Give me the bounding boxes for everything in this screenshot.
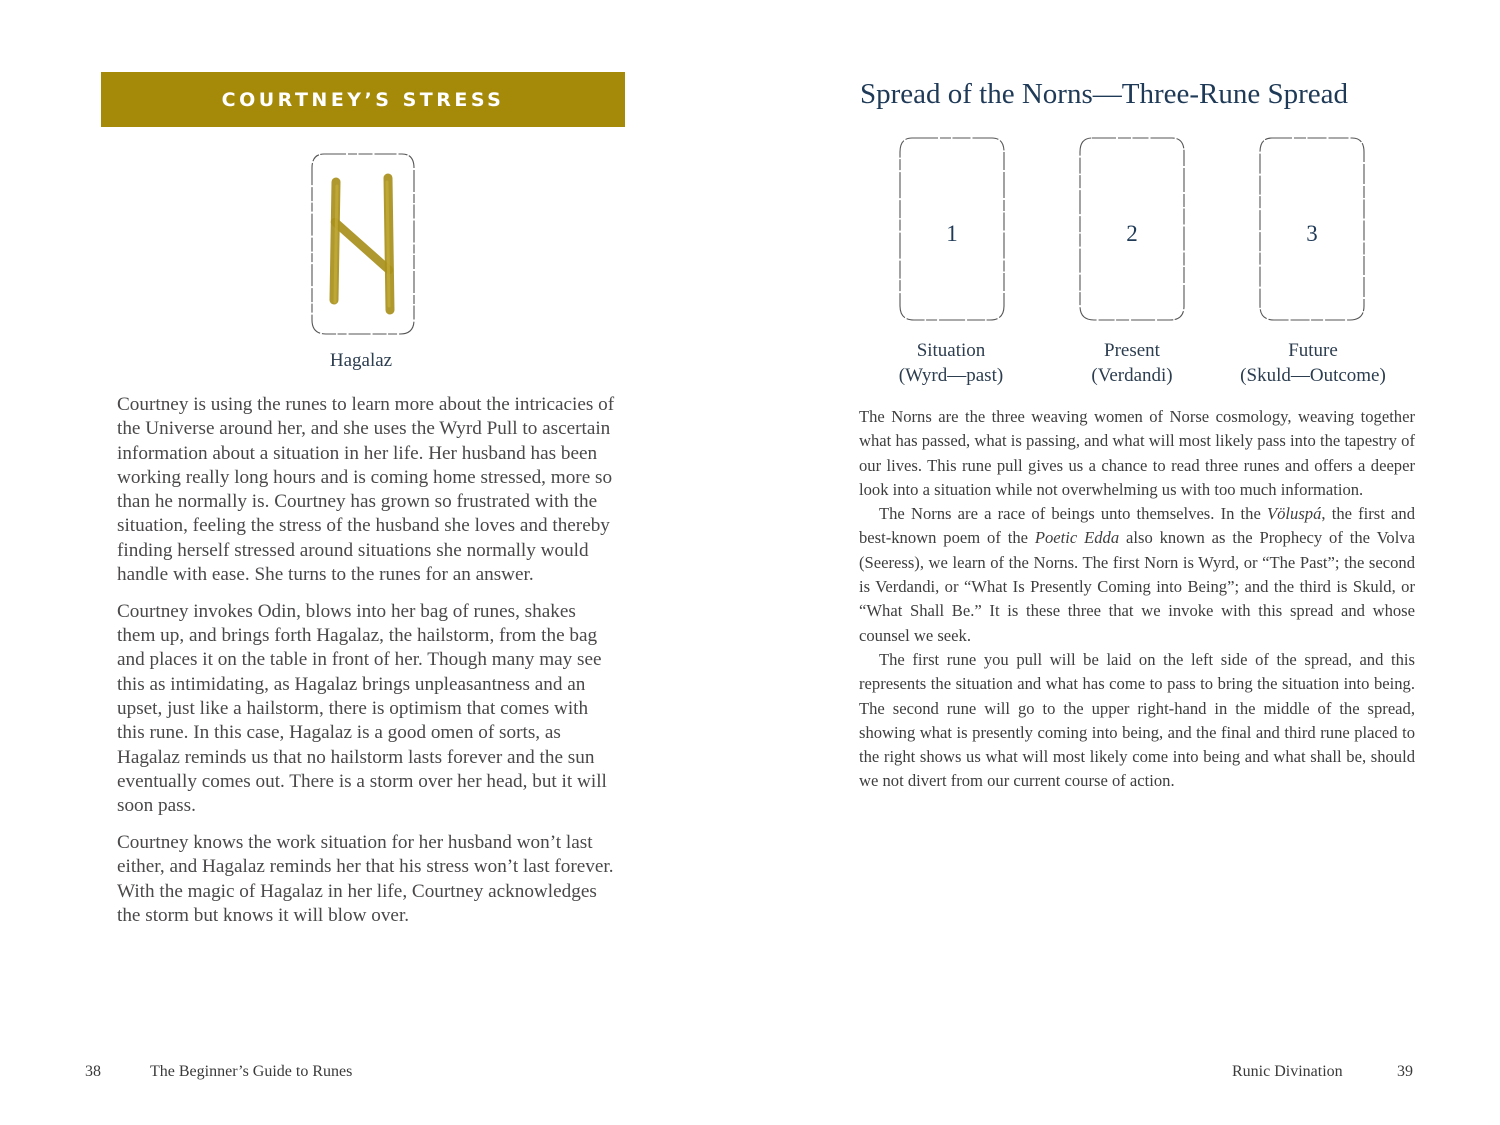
paragraph: The Norns are a race of beings unto themselves. In the Völuspá, the first and best-known poem of the Poetic Edda also known as the Prophecy of the Volva (Seeress), we learn of the Norns. The first Norn is Wyrd, or “The Past”; the second is Verdandi, or “What Is Presently Coming into Being”; and the third is Skuld, or “What Shall Be.” It is these three that we invoke with this spread and whose counsel we seek. xyxy=(859,504,1415,645)
card-label-1 xyxy=(851,338,1051,388)
page-number-right: 39 xyxy=(1397,1063,1413,1080)
running-head-left: The Beginner’s Guide to Runes xyxy=(150,1063,353,1080)
spread-card-1 xyxy=(898,136,1006,322)
emphasis: Poetic Edda xyxy=(1034,528,1120,548)
paragraph: Courtney invokes Odin, blows into her bag of runes, shakes them up, and brings forth Hagalaz, the hailstorm, from the bag and places it on the table in front of her. Though many may see this as intimidating, as Hagalaz brings unpleasantness and an upset, just like a hailstorm, there is optimism that comes with this rune. In this case, Hagalaz is a good omen of sorts, as Hagalaz reminds us that no hailstorm lasts forever and the sun eventually comes out. There is a storm over her head, but it will soon pass. xyxy=(117,600,607,817)
card-label-line: (Verdandi) xyxy=(1091,365,1173,386)
paragraph: The Norns are the three weaving women of Norse cosmology, weaving together what has passed, what is passing, and what will most likely pass into the tapestry of our lives. This rune pull gives us a chance to read three runes and offers a deeper look into a situation while not overwhelming us with too much information. xyxy=(859,407,1415,499)
left-body-text xyxy=(117,393,617,941)
paragraph: Courtney knows the work situation for her husband won’t last either, and Hagalaz reminds her that his stress won’t last forever. With the magic of Hagalaz in her life, Courtney acknowledges the storm but knows it will blow over. xyxy=(117,832,614,926)
right-page xyxy=(750,0,1500,1125)
card-label-3 xyxy=(1213,338,1413,388)
page-title: Spread of the Norns—Three-Rune Spread xyxy=(860,78,1349,110)
paragraph: Courtney is using the runes to learn more about the intricacies of the Universe around her, and she uses the Wyrd Pull to ascertain information about a situation in her life. Her husband has been working really long hours and is coming home stressed, more so than he normally is. Courtney has grown so frustrated with the situation, feeling the stress of the husband she loves and thereby finding herself stressed around situations she normally would handle with ease. She turns to the runes for an answer. xyxy=(117,394,615,586)
hagalaz-rune-icon xyxy=(310,152,416,336)
emphasis: Völuspá xyxy=(1267,504,1322,524)
card-number: 2 xyxy=(1126,221,1138,246)
section-banner xyxy=(101,72,625,127)
paragraph: The first rune you pull will be laid on the left side of the spread, and this represents the situation and what has come to pass to bring the situation into being. The second rune will go to the upper right-hand in the middle of the spread, showing what is presently coming into being, and the final and third rune placed to the right shows us what will most likely come into being and what shall be, should we not divert from our current course of action. xyxy=(859,649,1415,791)
card-label-2 xyxy=(1032,338,1232,388)
card-label-line: (Skuld—Outcome) xyxy=(1240,365,1386,386)
spread-card-2 xyxy=(1078,136,1186,322)
running-head-right: Runic Divination xyxy=(1232,1063,1343,1080)
card-number: 1 xyxy=(946,221,958,246)
spread-card-3 xyxy=(1258,136,1366,322)
card-label-line: Future xyxy=(1288,340,1338,361)
banner-title: COURTNEY’S STRESS xyxy=(221,88,505,111)
card-number: 3 xyxy=(1306,221,1318,246)
card-label-line: Present xyxy=(1104,340,1160,361)
right-body-text xyxy=(859,405,1415,794)
page-number-left: 38 xyxy=(85,1063,101,1080)
rune-caption: Hagalaz xyxy=(329,350,393,371)
card-label-line: (Wyrd—past) xyxy=(898,365,1004,386)
card-label-line: Situation xyxy=(916,340,986,361)
